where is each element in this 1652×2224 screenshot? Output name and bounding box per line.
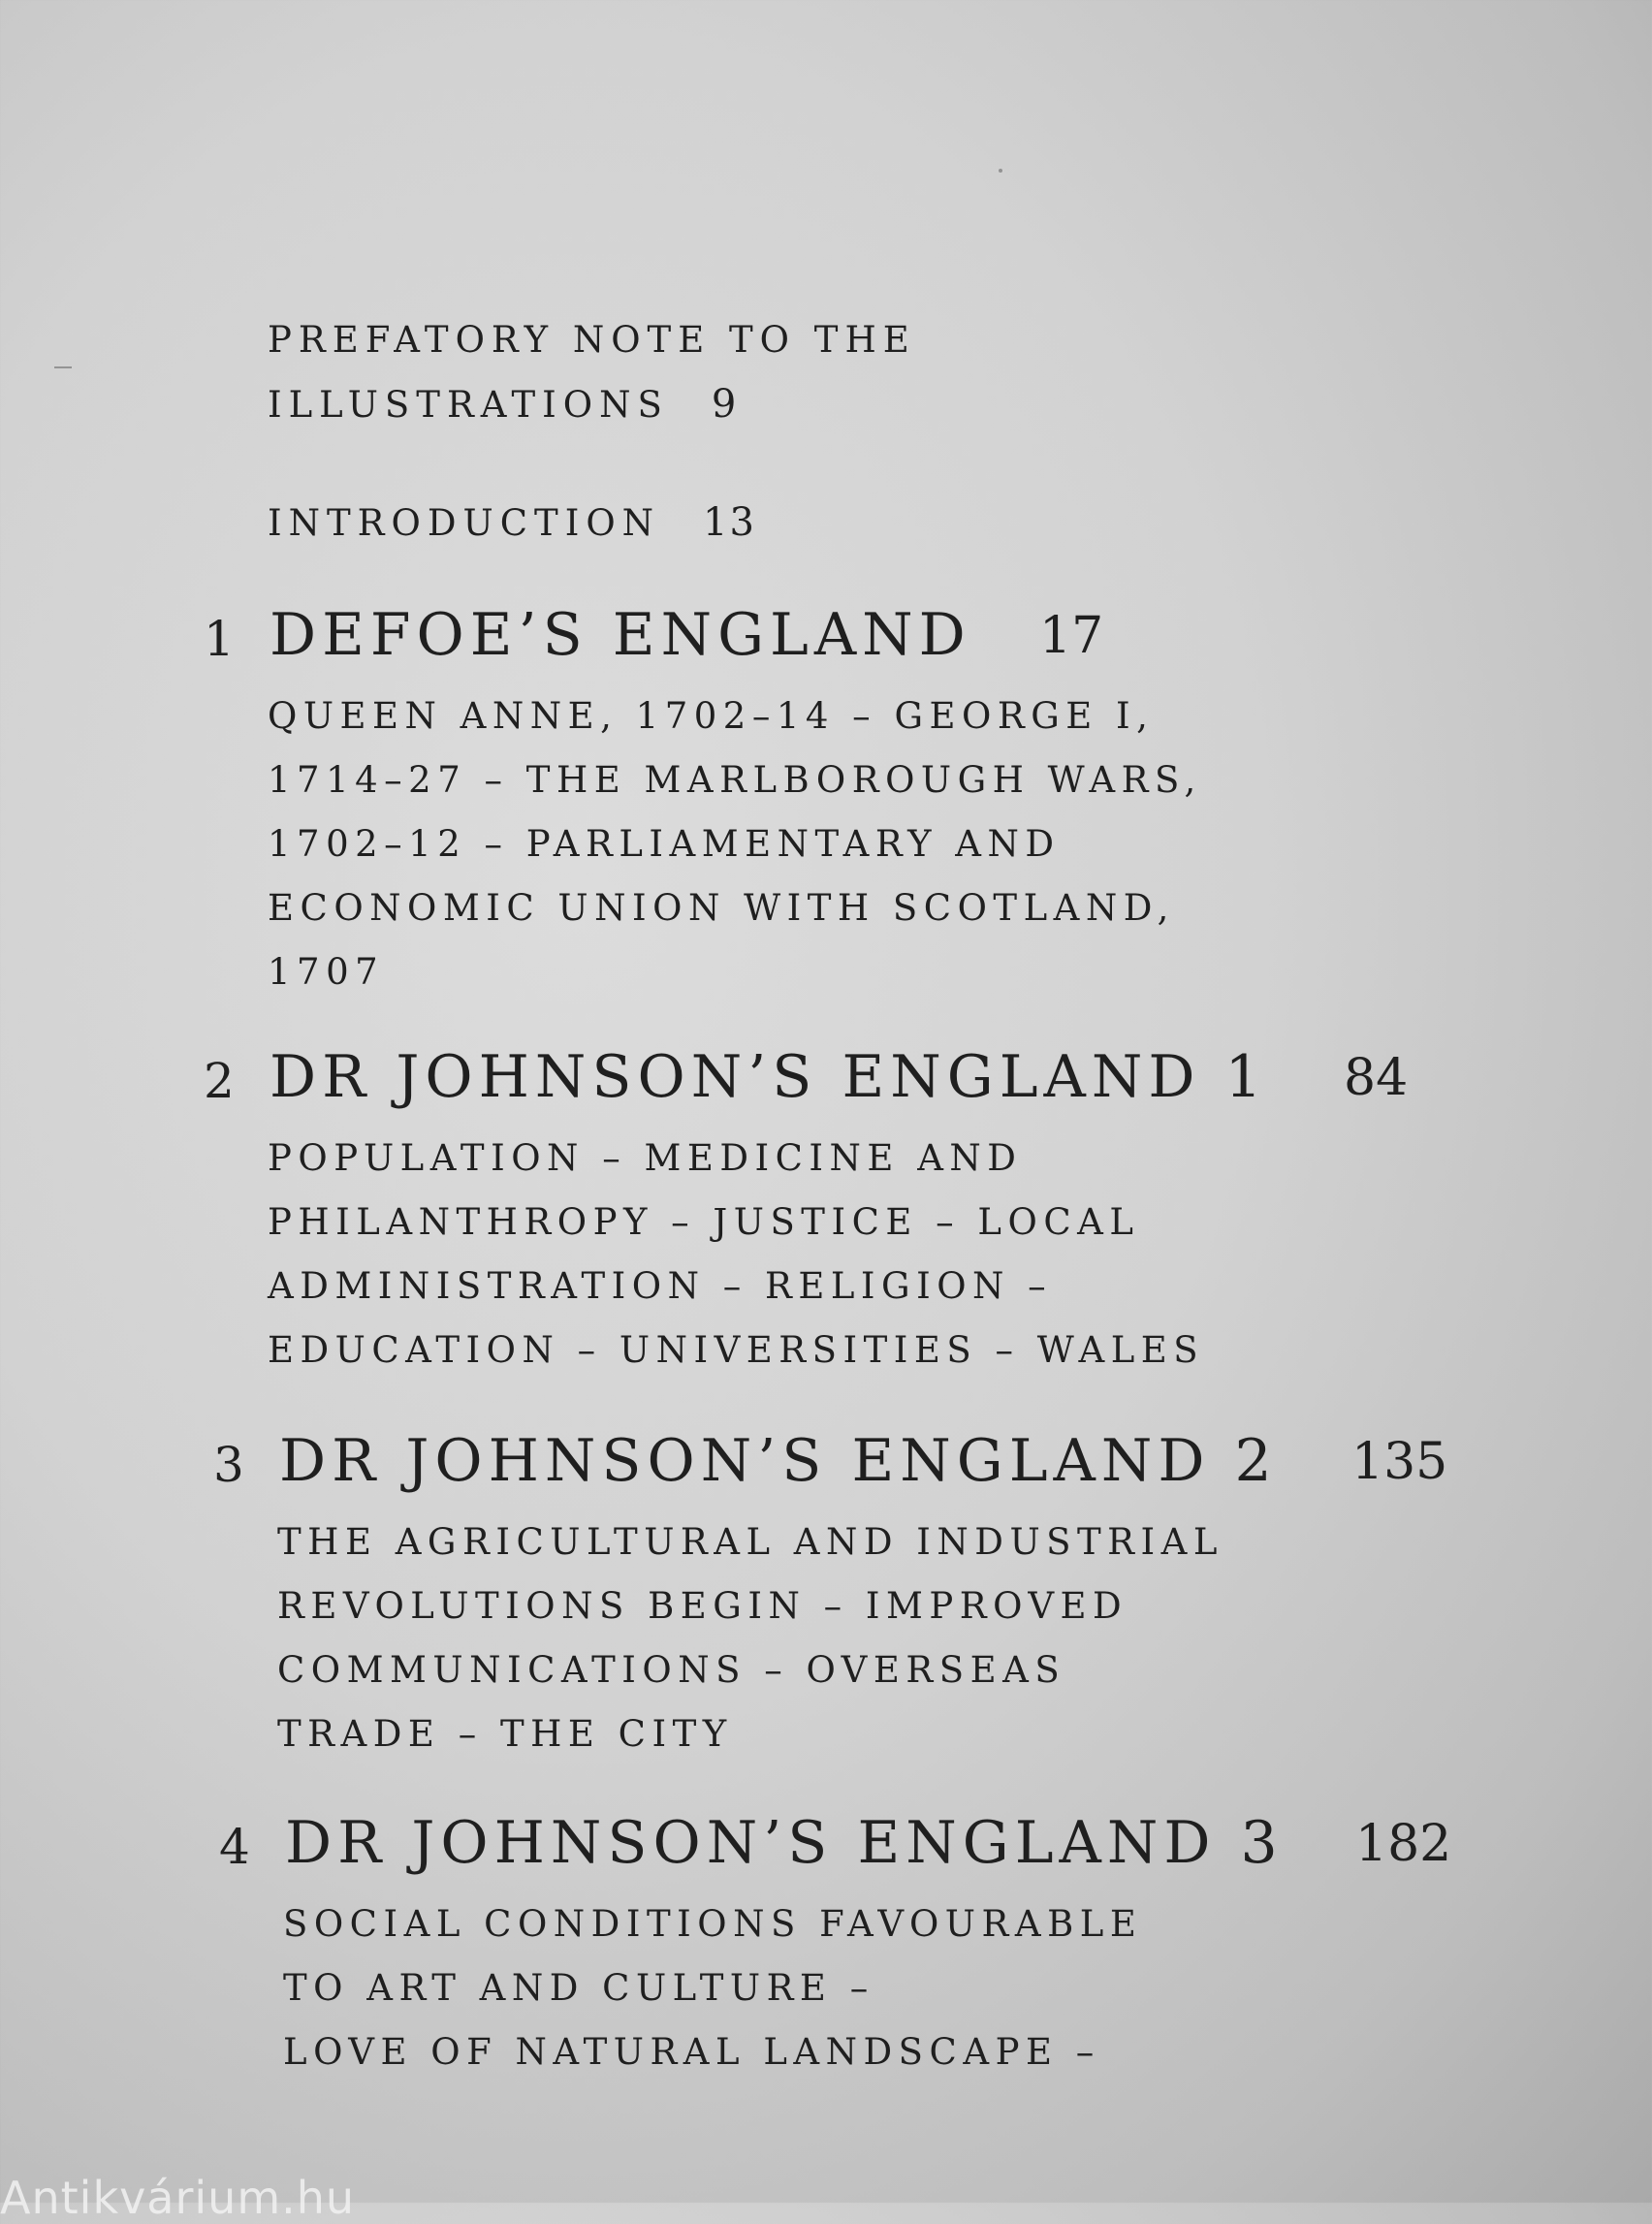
toc-entry-prefatory-note: [268, 308, 916, 437]
paper-speck: [54, 366, 72, 368]
description-line: ECONOMIC UNION WITH SCOTLAND,: [268, 887, 1175, 929]
description-line: QUEEN ANNE, 1702–14 – GEORGE I,: [268, 695, 1155, 737]
toc-entry-introduction: [268, 491, 756, 556]
chapter-1-entry: [204, 601, 1464, 1004]
chapter-page-number: 135: [1351, 1433, 1448, 1491]
description-line: POPULATION – MEDICINE AND: [268, 1137, 1023, 1179]
description-line: LOVE OF NATURAL LANDSCAPE –: [283, 2031, 1100, 2073]
toc-entry-line-text: ILLUSTRATIONS: [268, 384, 669, 426]
description-line: ADMINISTRATION – RELIGION –: [268, 1265, 1053, 1307]
toc-entry-line: [268, 372, 916, 437]
chapter-page-number: 182: [1355, 1815, 1452, 1873]
chapter-4-entry: [219, 1809, 1479, 2084]
chapter-description: [268, 684, 1464, 1004]
paper-speck: [999, 169, 1002, 173]
chapter-page-number: 84: [1344, 1049, 1409, 1107]
description-line: THE AGRICULTURAL AND INDUSTRIAL: [277, 1521, 1223, 1563]
chapter-title: DEFOE’S ENGLAND: [270, 601, 971, 669]
page-number: 13: [703, 500, 756, 545]
chapter-description: [277, 1510, 1474, 1766]
description-line: REVOLUTIONS BEGIN – IMPROVED: [277, 1585, 1128, 1627]
description-line: COMMUNICATIONS – OVERSEAS: [277, 1649, 1066, 1691]
description-line: 1714–27 – THE MARLBOROUGH WARS,: [268, 759, 1202, 801]
chapter-heading: [213, 1427, 1474, 1503]
chapter-description: [283, 1892, 1479, 2084]
chapter-3-entry: [213, 1427, 1474, 1766]
chapter-number: 4: [219, 1819, 250, 1875]
description-line: 1702–12 – PARLIAMENTARY AND: [268, 823, 1061, 865]
chapter-2-entry: [204, 1043, 1464, 1382]
description-line: EDUCATION – UNIVERSITIES – WALES: [268, 1329, 1205, 1371]
toc-entry-line: [268, 491, 756, 556]
toc-entry-line-text: INTRODUCTION: [268, 502, 661, 544]
page-number: 9: [711, 382, 739, 427]
chapter-heading: [204, 1043, 1464, 1119]
toc-entry-line: PREFATORY NOTE TO THE: [268, 319, 916, 361]
chapter-page-number: 17: [1039, 607, 1104, 665]
chapter-heading: [204, 601, 1464, 677]
chapter-title: DR JOHNSON’S ENGLAND 3: [285, 1809, 1284, 1877]
chapter-number: 3: [213, 1437, 244, 1493]
description-line: PHILANTHROPY – JUSTICE – LOCAL: [268, 1201, 1140, 1243]
description-line: SOCIAL CONDITIONS FAVOURABLE: [283, 1903, 1143, 1945]
watermark-text: Antikvárium.hu: [0, 2172, 356, 2224]
description-line: 1707: [268, 951, 385, 993]
chapter-title: DR JOHNSON’S ENGLAND 1: [270, 1043, 1268, 1111]
chapter-number: 2: [204, 1053, 235, 1109]
description-line: TO ART AND CULTURE –: [283, 1967, 874, 2009]
chapter-heading: [219, 1809, 1479, 1885]
chapter-number: 1: [204, 611, 235, 667]
chapter-title: DR JOHNSON’S ENGLAND 2: [279, 1427, 1278, 1495]
description-line: TRADE – THE CITY: [277, 1713, 733, 1755]
chapter-description: [268, 1127, 1464, 1382]
